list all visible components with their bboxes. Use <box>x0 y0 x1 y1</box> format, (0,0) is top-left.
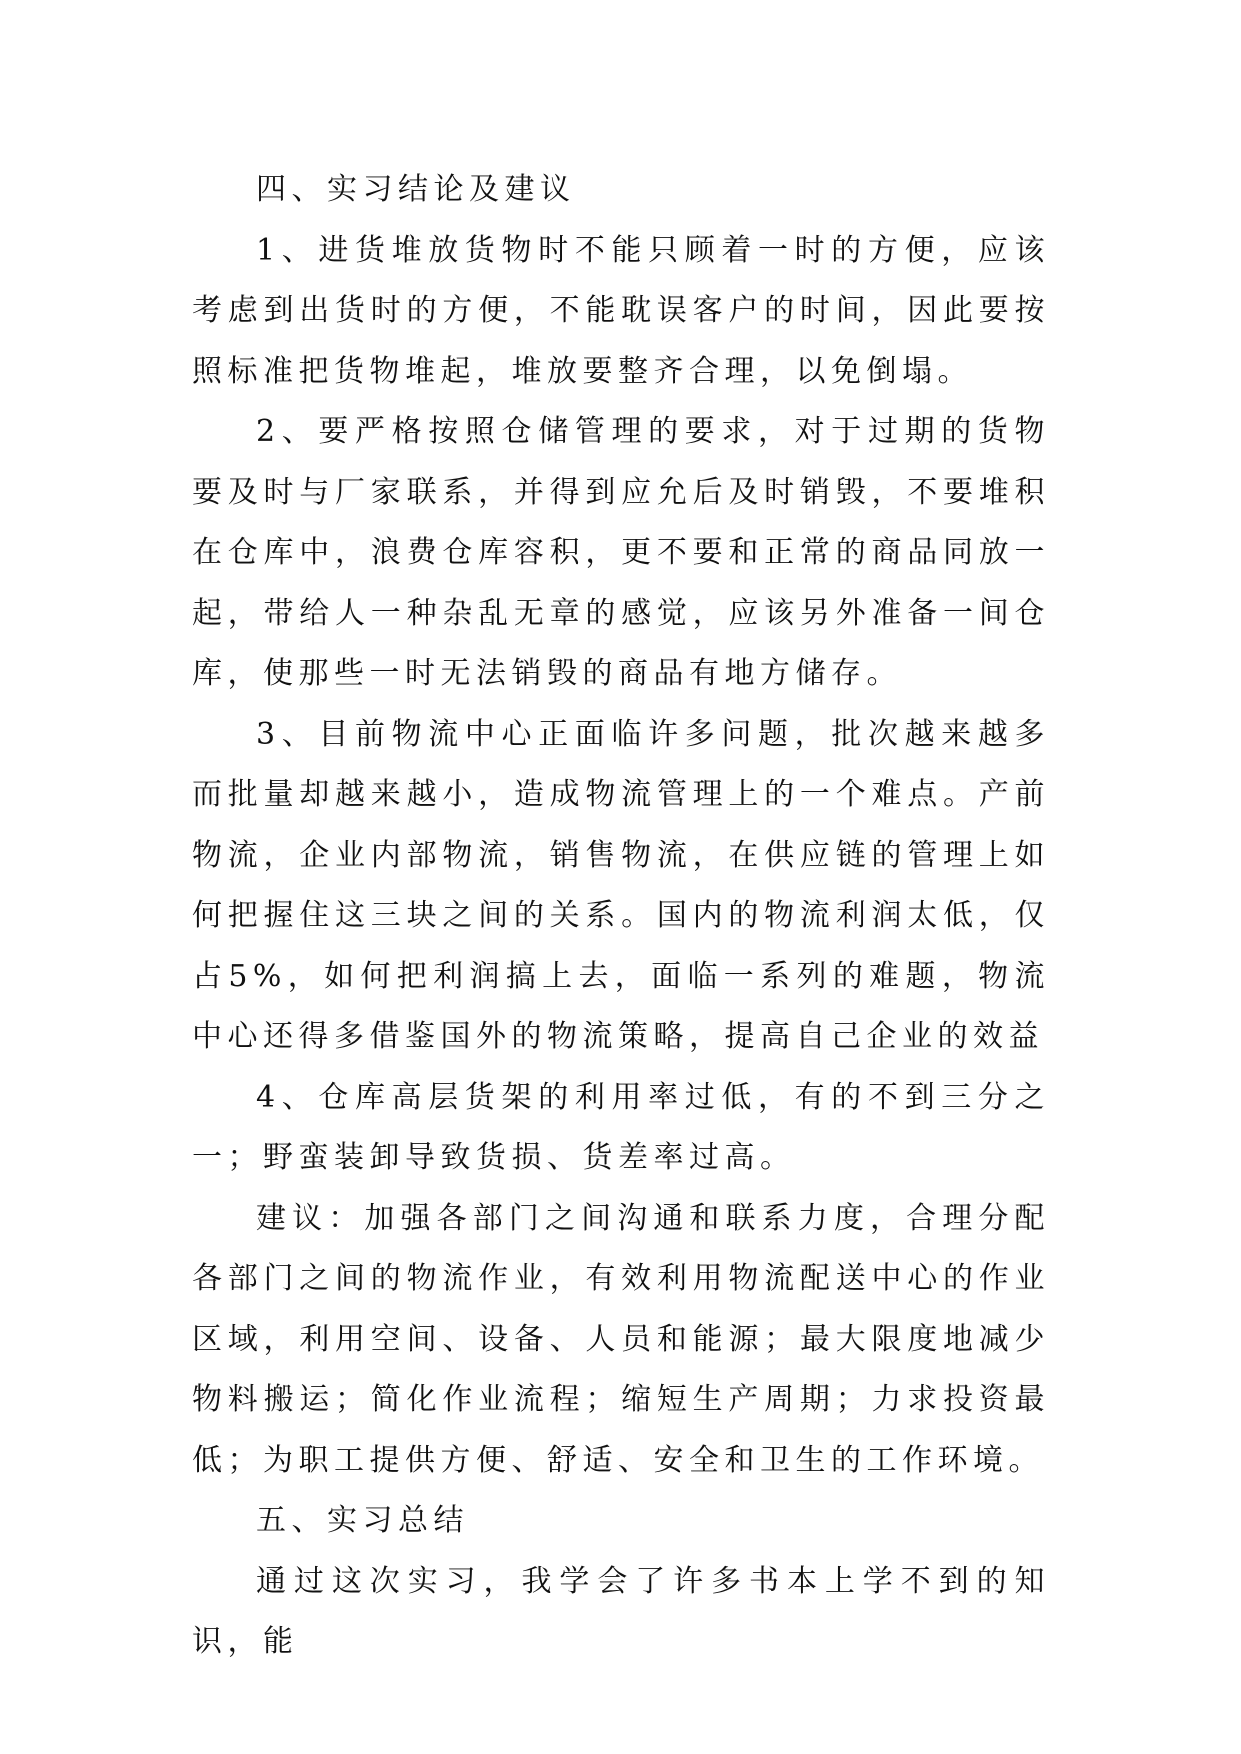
paragraph-4: 4、仓库高层货架的利用率过低，有的不到三分之一；野蛮装卸导致货损、货差率过高。 <box>192 1079 1050 1175</box>
closing-paragraph: 通过这次实习，我学会了许多书本上学不到的知识，能 <box>192 1563 1050 1659</box>
paragraph-3: 3、目前物流中心正面临许多问题，批次越来越多而批量却越来越小，造成物流管理上的一个难点。产前物流，企业内部物流，销售物流，在供应链的管理上如何把握住这三块之间的关系。国内的物流利润太低，仅占5%，如何把利润搞上去，面临一系列的难题，物流中心还得多借鉴国外的物流策略，提高自己企业的效益 <box>192 716 1050 1054</box>
paragraph-2: 2、要严格按照仓储管理的要求，对于过期的货物要及时与厂家联系，并得到应允后及时销毁，不要堆积在仓库中，浪费仓库容积，更不要和正常的商品同放一起，带给人一种杂乱无章的感觉，应该另外准备一间仓库，使那些一时无法销毁的商品有地方储存。 <box>192 414 1050 691</box>
document-body <box>192 160 1050 1673</box>
paragraph-1: 1、进货堆放货物时不能只顾着一时的方便，应该考虑到出货时的方便，不能耽误客户的时间，因此要按照标准把货物堆起，堆放要整齐合理，以免倒塌。 <box>192 232 1050 389</box>
section-four-heading: 四、实习结论及建议 <box>256 172 576 207</box>
suggestion-paragraph: 建议：加强各部门之间沟通和联系力度，合理分配各部门之间的物流作业，有效利用物流配送中心的作业区域，利用空间、设备、人员和能源；最大限度地减少物料搬运；简化作业流程；缩短生产周期；力求投资最低；为职工提供方便、舒适、安全和卫生的工作环境。 <box>192 1200 1050 1478</box>
section-five-heading: 五、实习总结 <box>256 1503 469 1538</box>
